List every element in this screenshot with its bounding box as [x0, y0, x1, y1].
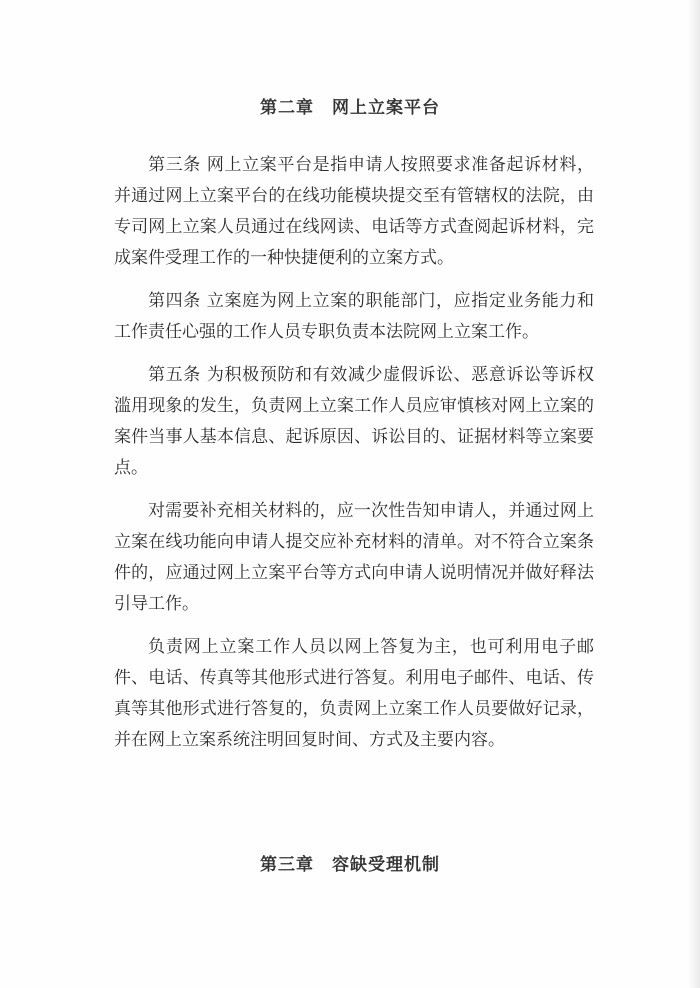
supplement-paragraph: 对需要补充相关材料的，应一次性告知申请人，并通过网上立案在线功能向申请人提交应补充材料的清单。对不符合立案条件的，应通过网上立案平台等方式向申请人说明情况并做好释法引导工作。 [114, 501, 594, 614]
reply-paragraph: 负责网上立案工作人员以网上答复为主，也可利用电子邮件、电话、传真等其他形式进行答复。利用电子邮件、电话、传真等其他形式进行答复的，负责网上立案工作人员要做好记录，并在网上立案系统注明回复时间、方式及主要内容。 [114, 637, 594, 750]
chapter-heading-2: 第二章 网上立案平台 [260, 98, 440, 118]
page-edge-shadow [688, 0, 700, 988]
article-3-paragraph: 第三条 网上立案平台是指申请人按照要求准备起诉材料，并通过网上立案平台的在线功能模块提交至有管辖权的法院，由专司网上立案人员通过在线网读、电话等方式查阅起诉材料，完成案件受理工作的一种快捷便利的立案方式。 [114, 155, 594, 268]
document-body [114, 150, 594, 768]
chapter-heading-3: 第三章 容缺受理机制 [260, 855, 440, 875]
article-4-paragraph: 第四条 立案庭为网上立案的职能部门，应指定业务能力和工作责任心强的工作人员专职负责本法院网上立案工作。 [114, 291, 594, 342]
article-5-paragraph: 第五条 为积极预防和有效减少虚假诉讼、恶意诉讼等诉权滥用现象的发生，负责网上立案工作人员应审慎核对网上立案的案件当事人基本信息、起诉原因、诉讼目的、证据材料等立案要点。 [114, 365, 594, 478]
